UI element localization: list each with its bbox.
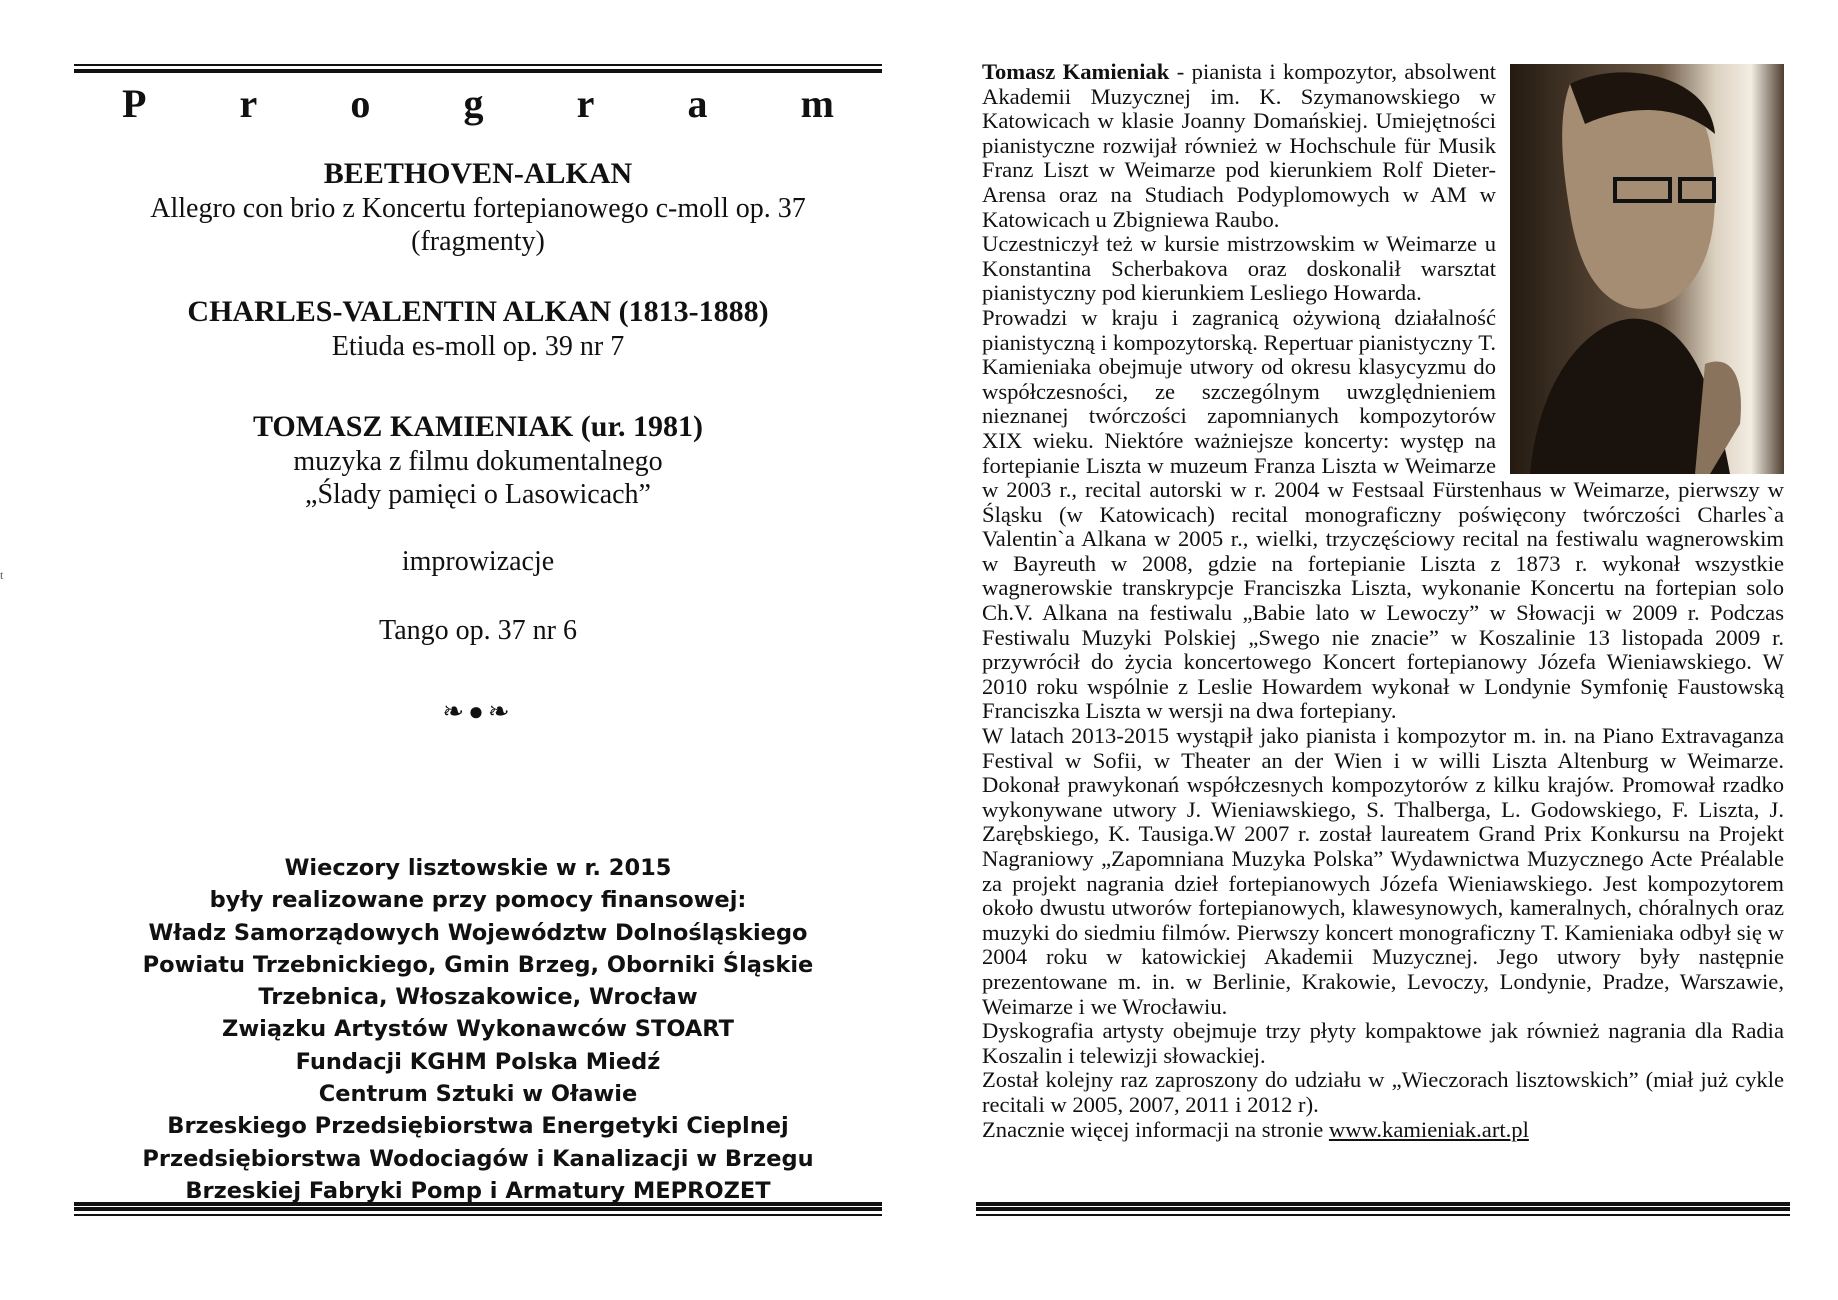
bio-paragraph: Został kolejny raz zaproszony do udziału w „Wieczorach lisztowskich” (miał już cykle recitali w 2005, 2007, 2011 i 2012 r). — [982, 1067, 1784, 1117]
piece-line: muzyka z filmu dokumentalnego — [293, 446, 663, 477]
more-info-text: Znacznie więcej informacji na stronie — [982, 1116, 1329, 1142]
fleuron-ornament: ❧●❧ — [442, 697, 514, 726]
bio-paragraph: Prowadzi w kraju i zagranicą ożywioną działalność pianistyczną i kompozytorską. Repertuar pianistyczny T. Kamieniaka obejmuje utwory od okresu klasycyzmu do współczesności, ze szczególnym uwzględnieniem nieznanej twórczości zapomnianych kompozytorów XIX wieku. Niektóre ważniejsze koncerty: występ na fortepianie Liszta w muzeum Franza Liszta w Weimarze w 2003 r., recital autorski w r. 2004 w Festsaal Fürstenhaus w Weimarze, pierwszy w Śląsku (w Katowicach) recital monograficzny poświęcony twórczości Charles`a Valentin`a Alkana w 2005 r., wielki, trzyczęściowy recital na festiwalu wagnerowskim w Bayreuth w 2008, gdzie na fortepianie Liszta z 1873 r. wykonał wszystkie wagnerowskie transkrypcje Franciszka Liszta, wykonanie Koncertu na fortepian solo Ch.V. Alkana na festiwalu „Babie lato w Lewoczy” w Słowacji w 2009 r. Podczas Festiwalu Muzyki Polskiej „Swego nie znacie” w Koszalinie 13 listopada 2009 r. przywrócił do życia koncertowego Koncert fortepianowy Józefa Wieniawskiego. W 2010 roku wspólnie z Leslie Howardem wykonał w Londynie Symfonię Faustowską Franciszka Liszta w wersji na dwa fortepiany. — [982, 304, 1784, 724]
website-link[interactable]: www.kamieniak.art.pl — [1328, 1116, 1529, 1142]
sponsor-line: Centrum Sztuki w Oławie — [318, 1081, 638, 1108]
piece-line: Allegro con brio z Koncertu fortepianowego c-moll op. 37 — [150, 193, 806, 224]
biography-page — [982, 60, 1784, 1142]
sponsor-line: Brzeskiej Fabryki Pomp i Armatury MEPROZET — [185, 1177, 771, 1204]
bio-text: - pianista i kompozytor, absolwent Akademii Muzycznej im. K. Szymanowskiego w Katowicach w klasie Joanny Domańskiej. Umiejętności pianistyczne rozwijał również w Hochschule für Musik Franz Liszt w Weimarze pod kierunkiem Rolf Dieter-Arensa oraz na Studiach Podyplomowych w AM w Katowicach u Zbigniewa Raubo. — [982, 59, 1496, 232]
piece-line: (fragmenty) — [411, 226, 545, 257]
sponsor-line: Władz Samorządowych Województw Dolnośląskiego — [148, 919, 808, 946]
margin-mark: t — [0, 568, 4, 582]
program-page — [74, 64, 882, 727]
sponsor-line: Związku Artystów Wykonawców STOART — [222, 1016, 734, 1043]
composer-heading: BEETHOVEN-ALKAN — [323, 157, 633, 190]
piece-line: Etiuda es-moll op. 39 nr 7 — [331, 331, 625, 362]
program-title-letter: m — [800, 81, 834, 126]
work-4 — [74, 545, 882, 578]
piece-line: Tango op. 37 nr 6 — [379, 615, 577, 646]
program-title-letter: r — [239, 81, 258, 126]
work-5 — [74, 614, 882, 647]
composer-heading: TOMASZ KAMIENIAK (ur. 1981) — [252, 410, 704, 443]
left-bottom-rule — [74, 1207, 882, 1211]
right-bottom-rule — [976, 1207, 1790, 1211]
bio-paragraph: Dyskografia artysty obejmuje trzy płyty kompaktowe jak również nagrania dla Radia Koszalin i telewizji słowackiej. — [982, 1018, 1784, 1068]
portrait-drawing — [1510, 64, 1784, 474]
program-title-letter: P — [122, 81, 147, 126]
sponsor-line: Trzebnica, Włoszakowice, Wrocław — [258, 984, 698, 1011]
program-title — [122, 82, 834, 126]
work-2 — [74, 294, 882, 363]
piece-line: „Ślady pamięci o Lasowicach” — [305, 479, 651, 510]
pianist-name: Tomasz Kamieniak — [982, 59, 1170, 84]
sponsor-line: Przedsiębiorstwa Wodociagów i Kanalizacji w Brzegu — [142, 1145, 814, 1172]
pianist-portrait-photo — [1510, 64, 1784, 474]
sponsor-line: były realizowane przy pomocy finansowej: — [209, 887, 747, 914]
program-title-letter: a — [687, 81, 708, 126]
sponsor-line: Fundacji KGHM Polska Miedź — [295, 1048, 661, 1075]
bio-paragraph: Uczestniczył też w kursie mistrzowskim w Weimarze u Konstantina Scherbakova oraz doskonalił warsztat pianistyczny pod kierunkiem Lesliego Howarda. — [982, 231, 1496, 306]
program-title-letter: o — [350, 81, 371, 126]
program-title-letter: r — [576, 81, 595, 126]
piece-line: improwizacje — [401, 546, 555, 577]
composer-heading: CHARLES-VALENTIN ALKAN (1813-1888) — [187, 295, 769, 328]
bio-paragraph: W latach 2013-2015 wystąpił jako pianista i kompozytor m. in. na Piano Extravaganza Festival w Sofii, w Theater an der Wien i w willi Liszta Altenburg w Weimarze. Dokonał prawykonań współczesnych kompozytorów z kilku krajów. Promował rzadko wykonywane utwory J. Wieniawskiego, S. Thalberga, L. Godowskiego, F. Liszta, J. Zarębskiego, K. Tausiga.W 2007 r. został laureatem Grand Prix Konkursu na Projekt Nagraniowy „Zapomniana Muzyka Polska” Wydawnictwa Muzycznego Acte Préalable za projekt nagrania dzieł fortepianowych Józefa Wieniawskiego. Jest kompozytorem około dwustu utworów fortepianowych, klawesynowych, kameralnych, chóralnych oraz muzyki do siedmiu filmów. Pierwszy koncert monograficzny T. Kamieniaka odbył się w 2004 roku w katowickiej Akademii Muzycznej. Jego utwory były następnie prezentowane m. in. w Berlinie, Krakowie, Levoczy, Londynie, Pradze, Warszawie, Weimarze i we Wrocławiu. — [982, 723, 1784, 1019]
sponsor-line: Powiatu Trzebnickiego, Gmin Brzeg, Oborniki Śląskie — [142, 951, 814, 978]
work-1 — [74, 156, 882, 258]
sponsor-line: Brzeskiego Przedsiębiorstwa Energetyki Cieplnej — [167, 1113, 789, 1140]
sponsor-line: Wieczory lisztowskie w r. 2015 — [284, 855, 672, 881]
sponsors-list — [74, 852, 882, 1207]
program-title-letter: g — [463, 81, 484, 126]
more-info-line — [982, 1118, 1784, 1143]
work-3 — [74, 409, 882, 511]
